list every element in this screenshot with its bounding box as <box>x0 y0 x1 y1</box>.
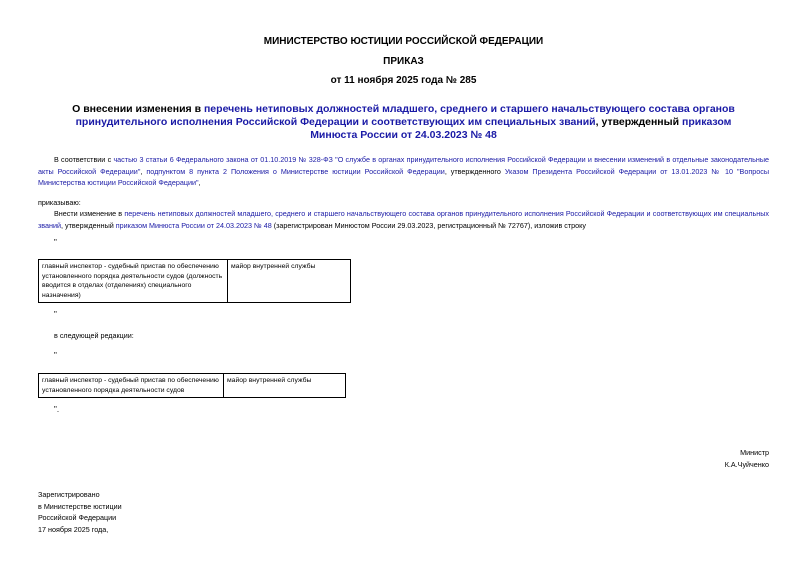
signature-block <box>725 447 769 470</box>
preamble-text-3: , утвержденного <box>444 166 505 176</box>
table-row <box>39 260 351 303</box>
title-text-2: , утвержденный <box>595 116 682 128</box>
main-text-1: Внести изменение в <box>54 209 125 218</box>
new-rank-cell: майор внутренней службы <box>224 374 346 398</box>
title-text-1: О внесении изменения в <box>72 103 204 115</box>
preamble-link-law[interactable]: частью 3 статьи 6 Федерального закона от 01.10.2019 № 328-ФЗ "О службе в органах принудительного исполнения Российской Федерации и внесении изменений в отдельные законодательные акты Российской Федерации" <box>38 155 769 176</box>
preamble-text-1: В соответствии с <box>54 155 114 164</box>
document-type: ПРИКАЗ <box>383 56 424 67</box>
new-entry-table <box>38 373 346 398</box>
signatory-position: Министр <box>740 448 769 457</box>
main-link-order[interactable]: приказом Минюста России от 24.03.2023 № 48 <box>115 220 272 230</box>
registration-line-4: 17 ноября 2025 года, <box>38 524 109 534</box>
quote-open-2: " <box>54 351 57 360</box>
registration-block <box>38 489 122 535</box>
table-row <box>39 374 346 398</box>
title-link-order[interactable]: приказом Минюста России от 24.03.2023 № 48 <box>310 116 732 141</box>
main-paragraph <box>38 208 769 231</box>
preamble-paragraph <box>38 154 769 189</box>
ministry-name: МИНИСТЕРСТВО ЮСТИЦИИ РОССИЙСКОЙ ФЕДЕРАЦИИ <box>263 36 544 47</box>
preamble-text-2: , <box>140 166 147 176</box>
order-word: приказываю: <box>38 198 81 207</box>
old-position-cell: главный инспектор - судебный пристав по обеспечению установленного порядка деятельности судов (должность вводится в отделах (отделениях) специального назначения) <box>39 260 228 303</box>
registration-line-3: Российской Федерации <box>38 513 117 522</box>
signatory-name: К.А.Чуйченко <box>724 459 769 469</box>
quote-open-1: " <box>54 238 57 247</box>
preamble-text-4: , <box>198 178 201 187</box>
document-title <box>55 103 752 142</box>
registration-line-2: в Министерстве юстиции <box>38 501 122 511</box>
quote-close-1: " <box>54 310 57 319</box>
new-position-cell: главный инспектор - судебный пристав по обеспечению установленного порядка деятельности судов <box>39 374 224 398</box>
new-edition-label: в следующей редакции: <box>54 331 134 340</box>
old-rank-cell: майор внутренней службы <box>228 260 351 303</box>
quote-close-2: ". <box>54 405 60 414</box>
main-text-3: (зарегистрирован Минюстом России 29.03.2023, регистрационный № 72767), изложив строку <box>271 220 586 230</box>
main-link-list[interactable]: перечень нетиповых должностей младшего, среднего и старшего начальствующего состава органов принудительного исполнения Российской Федерации и соответствующих им специальных званий <box>38 209 770 230</box>
main-text-2: , утвержденный <box>61 220 116 230</box>
preamble-link-decree[interactable]: Указом Президента Российской Федерации от 13.01.2023 № 10 "Вопросы Министерства юстиции Российской Федерации" <box>38 166 769 187</box>
registration-line-1: Зарегистрировано <box>38 490 100 499</box>
document-date-number: от 11 ноября 2025 года № 285 <box>330 75 477 86</box>
preamble-link-regulation[interactable]: подпунктом 8 пункта 2 Положения о Министерстве юстиции Российской Федерации <box>146 166 445 176</box>
title-link-list[interactable]: перечень нетиповых должностей младшего, среднего и старшего начальствующего состава органов принудительного исполнения Российской Федерации и соответствующих им специальных званий <box>75 103 735 128</box>
old-entry-table <box>38 259 351 303</box>
